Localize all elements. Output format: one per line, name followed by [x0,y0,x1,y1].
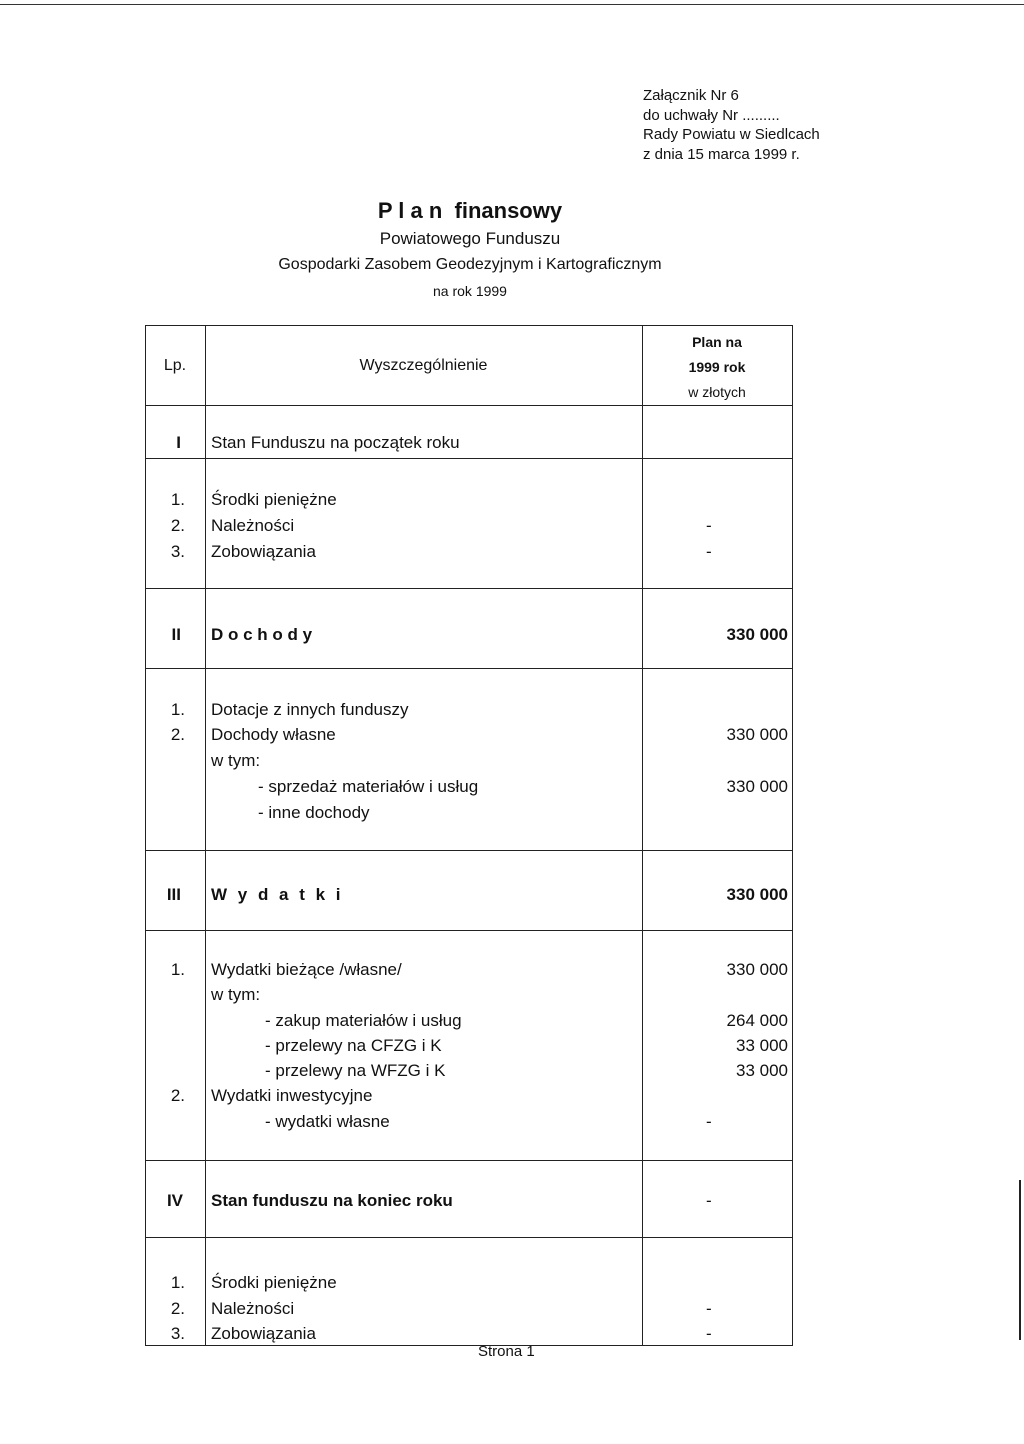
row-label: - zakup materiałów i usług [265,1011,462,1030]
row-label: Wydatki inwestycyjne [211,1086,373,1105]
section-title: D o c h o d y [211,625,313,644]
page-number: Strona 1 [478,1343,535,1360]
row-value: 33 000 [736,1061,788,1080]
row-divider [145,588,793,589]
row-number: 1. [170,490,185,509]
header-plan-line3: w złotych [688,384,746,400]
row-label: Wydatki bieżące /własne/ [211,960,402,979]
row-label: Środki pieniężne [211,1273,337,1292]
header-description: Wyszczególnienie [359,357,488,374]
row-number: 1. [170,960,185,979]
row-sublabel: w tym: [211,985,261,1004]
fund-name-line2: Gospodarki Zasobem Geodezyjnym i Kartograficznym [278,256,662,273]
row-sublabel: w tym: [211,751,261,770]
table-border-right [792,325,793,1346]
section-title: W y d a t k i [211,885,344,904]
row-label: Środki pieniężne [211,490,337,509]
fund-name-line1: Powiatowego Funduszu [379,229,561,248]
row-number: 2. [170,516,185,535]
column-divider-lp [205,325,206,1346]
row-value: 330 000 [726,960,788,979]
row-value: - [706,1112,712,1131]
row-number: 2. [170,1299,185,1318]
row-divider [145,850,793,851]
row-label: - przelewy na WFZG i K [265,1061,446,1080]
section-number: I [176,433,181,452]
row-value: 330 000 [726,725,788,744]
row-label: Dotacje z innych funduszy [211,700,409,719]
row-label: Należności [211,1299,295,1318]
council-name: Rady Powiatu w Siedlcach [643,126,820,143]
plan-year: na rok 1999 [433,283,507,299]
row-value: - [706,542,712,561]
row-value: 330 000 [726,777,788,796]
financial-plan-table [145,325,793,1346]
row-divider [145,1160,793,1161]
section-number: II [171,625,181,644]
header-plan-line2: 1999 rok [688,359,746,375]
column-divider-plan [642,325,643,1346]
section-number: III [166,885,181,904]
row-label: Zobowiązania [211,1324,316,1343]
row-value: - [706,1299,712,1318]
row-value: 264 000 [726,1011,788,1030]
resolution-number: do uchwały Nr ......... [643,106,780,124]
row-divider [145,668,793,669]
header-plan-line1: Plan na [692,334,742,350]
section-title: Stan Funduszu na początek roku [211,433,460,452]
scan-edge-mark [1019,1180,1021,1340]
section-title: Stan funduszu na koniec roku [211,1191,453,1210]
resolution-date: z dnia 15 marca 1999 r. [643,145,800,163]
row-label: Dochody własne [211,725,336,744]
row-label: Należności [211,516,295,535]
table-border-top [145,325,793,326]
row-number: 3. [170,542,185,561]
row-divider [145,1237,793,1238]
row-divider [145,458,793,459]
row-value: - [706,516,712,535]
section-total: - [706,1191,712,1210]
row-number: 3. [170,1324,185,1343]
attachment-note [643,86,820,164]
row-label: - sprzedaż materiałów i usług [258,777,479,796]
row-divider [145,405,793,406]
attachment-number: Załącznik Nr 6 [643,87,739,104]
row-label: - przelewy na CFZG i K [265,1036,442,1055]
scan-top-border [0,4,1024,5]
section-number: IV [166,1191,183,1210]
row-value: 33 000 [736,1036,788,1055]
document-title: P l a n finansowy [377,198,563,223]
row-divider [145,930,793,931]
header-lp: Lp. [163,357,187,374]
section-total: 330 000 [726,625,788,644]
section-total: 330 000 [726,885,788,904]
row-number: 2. [170,725,185,744]
row-number: 2. [170,1086,185,1105]
row-value: - [706,1324,712,1343]
row-label: Zobowiązania [211,542,316,561]
row-number: 1. [170,1273,185,1292]
row-number: 1. [170,700,185,719]
row-label: - inne dochody [258,803,370,822]
row-label: - wydatki własne [265,1112,390,1131]
